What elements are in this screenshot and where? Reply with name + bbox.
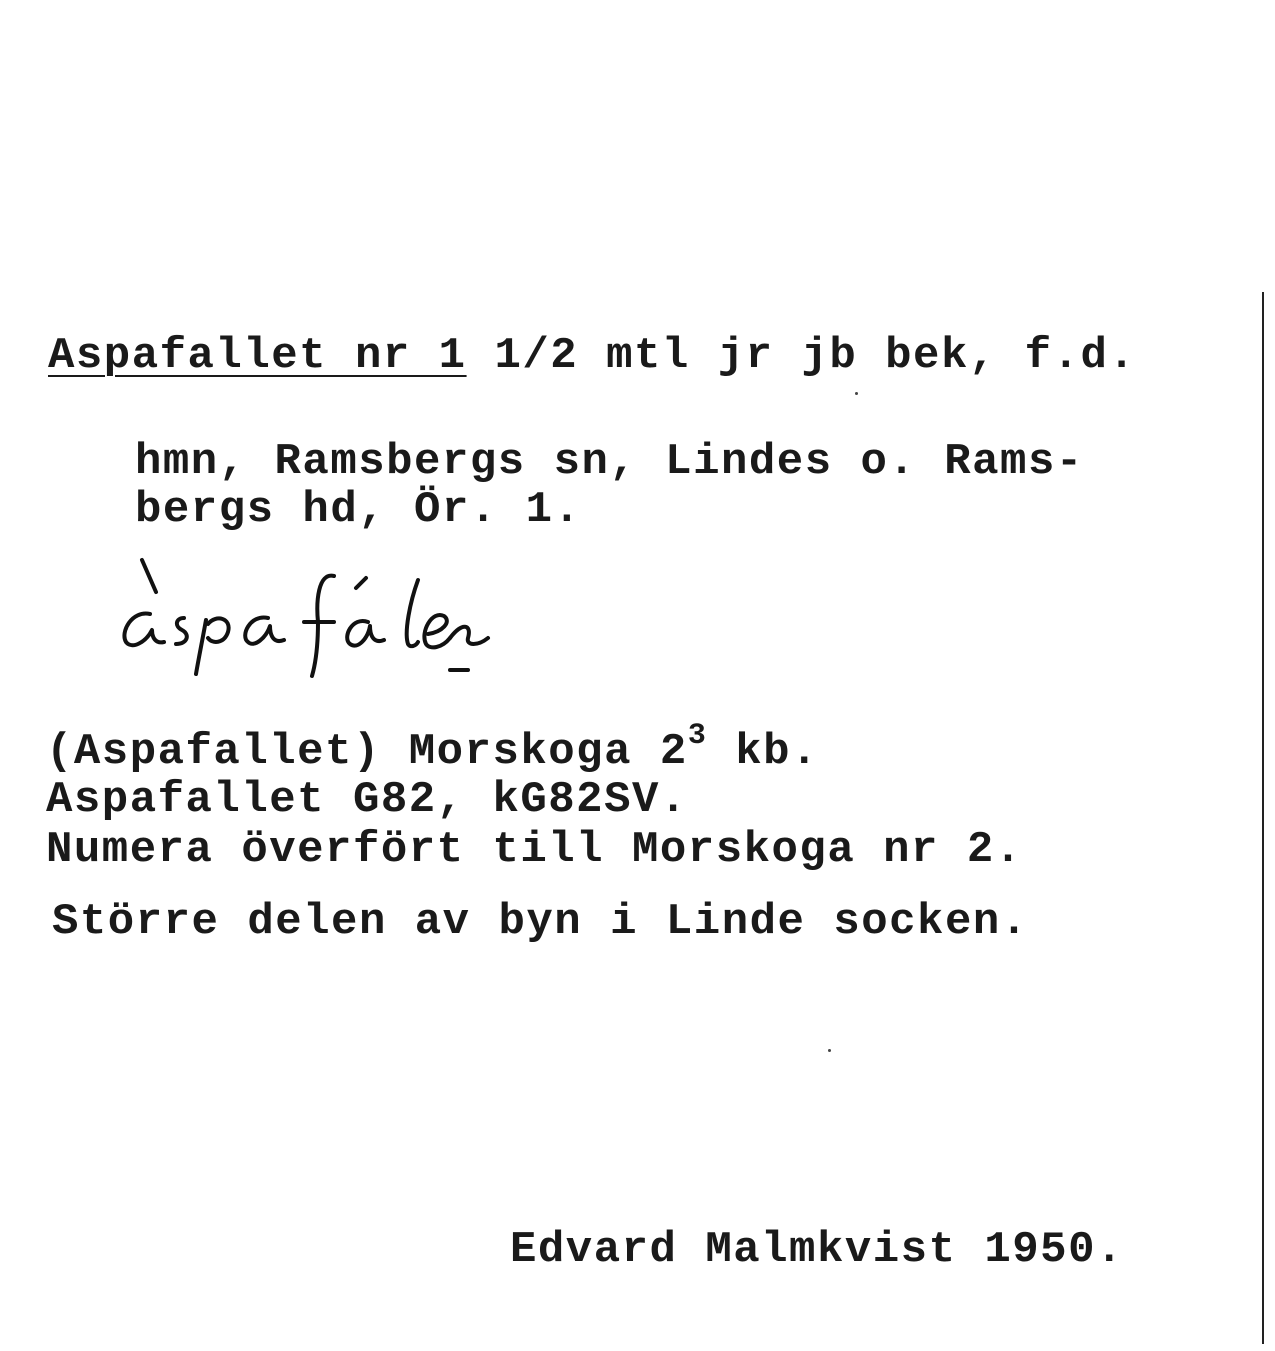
reference-line-4: Större delen av byn i Linde socken. (52, 897, 1029, 947)
paper-speck (855, 392, 858, 395)
paper-speck (828, 1049, 831, 1052)
reference-line-3: Numera överfört till Morskoga nr 2. (46, 825, 1023, 875)
reference-line-1 (46, 719, 819, 777)
reference-line-1-suffix: kb. (707, 727, 819, 777)
reference-line-1-superscript: 3 (687, 719, 708, 753)
reference-line-1-prefix: (Aspafallet) Morskoga 2 (46, 727, 688, 777)
address-line-1: hmn, Ramsbergs sn, Lindes o. Rams- (135, 437, 1084, 487)
place-name: Aspafallet nr 1 (48, 331, 467, 381)
heading-details: 1/2 mtl jr jb bek, f.d. (466, 331, 1137, 381)
signature: Edvard Malmkvist 1950. (510, 1225, 1124, 1275)
card-edge (1262, 292, 1264, 1344)
address-line-2: bergs hd, Ör. 1. (135, 485, 582, 535)
heading-line (48, 331, 1137, 381)
handwritten-pronunciation (112, 552, 552, 682)
reference-line-2: Aspafallet G82, kG82SV. (46, 775, 688, 825)
